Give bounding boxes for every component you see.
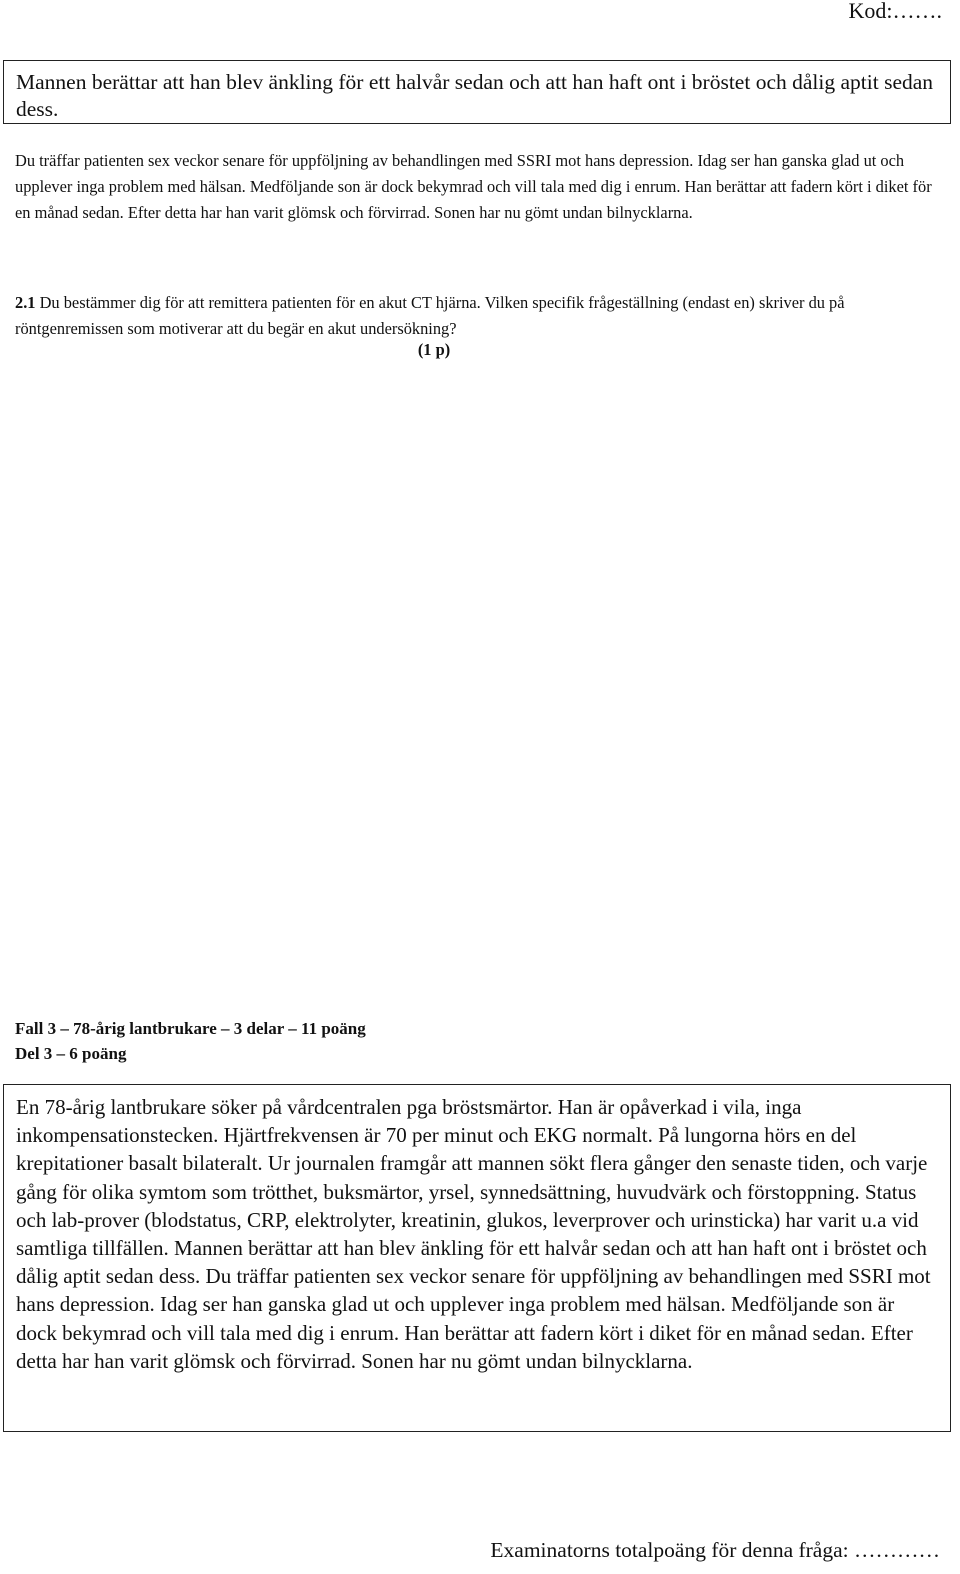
case-3-title: Fall 3 – 78-årig lantbrukare – 3 delar – 11 poäng (15, 1019, 366, 1038)
code-field-label: Kod:……. (848, 0, 942, 23)
case-3-heading (15, 1016, 366, 1066)
question-2-1 (15, 290, 950, 342)
case-3-text: En 78-årig lantbrukare söker på vårdcentralen pga bröstsmärtor. Han är opåverkad i vila, inga inkompensationstecken. Hjärtfrekvensen är 70 per minut och EKG normalt. På lungorna hörs en del krepitationer basalt bilateralt. Ur journalen framgår att mannen sökt flera gånger den senaste tiden, och varje gång för olika symtom som trötthet, buksmärtor, yrsel, synnedsättning, huvudvärk och förstoppning. Status och lab-prover (blodstatus, CRP, elektrolyter, kreatinin, glukos, leverprover och urinsticka) har varit u.a vid samtliga tillfällen. Mannen berättar att han blev änkling för ett halvår sedan och att han haft ont i bröstet och dålig aptit sedan dess. Du träffar patienten sex veckor senare för uppföljning av behandlingen med SSRI mot hans depression. Idag ser han ganska glad ut och upplever inga problem med hälsan. Medföljande son är dock bekymrad och vill tala med dig i enrum. Han berättar att fadern kört i diket för en månad sedan. Efter detta har han varit glömsk och förvirrad. Sonen har nu gömt undan bilnycklarna. (16, 1095, 931, 1373)
intro-text: Mannen berättar att han blev änkling för ett halvår sedan och att han haft ont i bröstet och dålig aptit sedan dess. (16, 70, 934, 121)
case-3-part: Del 3 – 6 poäng (15, 1044, 127, 1063)
examiner-total-points: Examinatorns totalpoäng för denna fråga: ………… (490, 1538, 940, 1562)
intro-text-box (3, 60, 951, 124)
question-number: 2.1 (15, 293, 36, 312)
question-points: (1 p) (417, 340, 451, 359)
question-text: Du bestämmer dig för att remittera patienten för en akut CT hjärna. Vilken specifik frågeställning (endast en) skriver du på röntgenremissen som motiverar att du begär en akut undersökning? (15, 293, 845, 338)
case-3-text-box (3, 1084, 951, 1432)
case-story-paragraph: Du träffar patienten sex veckor senare för uppföljning av behandlingen med SSRI mot hans depression. Idag ser han ganska glad ut och upplever inga problem med hälsan. Medföljande son är dock bekymrad och vill tala med dig i enrum. Han berättar att fadern kört i diket för en månad sedan. Efter detta har han varit glömsk och förvirrad. Sonen har nu gömt undan bilnycklarna. (15, 151, 932, 222)
